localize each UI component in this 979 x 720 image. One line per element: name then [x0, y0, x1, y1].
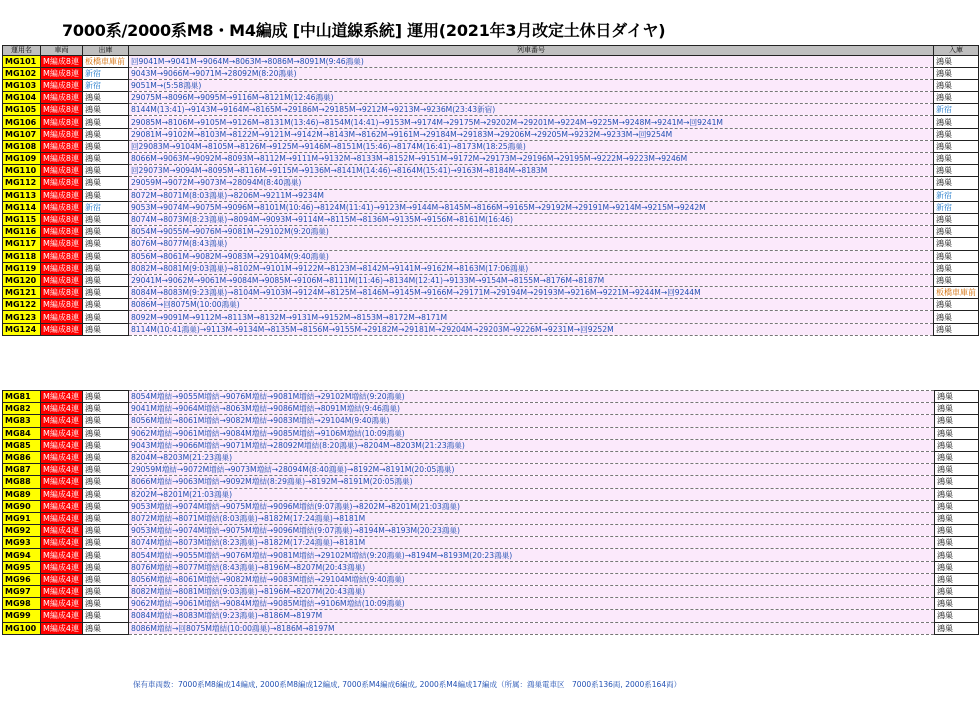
table-row	[3, 104, 979, 116]
depart-depot: 鴻巣	[83, 427, 129, 439]
depart-depot: 鴻巣	[82, 128, 128, 140]
fleet-note: 保有車両数：7000系M8編成14編成, 2000系M8編成12編成, 7000系M4編成6編成, 2000系M4編成17編成（所属：鴻巣電車区 7000系136両, 2000系164両）	[133, 680, 682, 689]
depart-depot: 鴻巣	[83, 391, 129, 403]
table-row	[3, 238, 979, 250]
table-row	[3, 287, 979, 299]
operation-name: MG105	[3, 104, 41, 116]
train-sequence: 8054M増結→9055M増結→9076M増結→9081M増結→29102M増結(9:20鴻巣)	[129, 391, 935, 403]
operation-name: MG122	[3, 299, 41, 311]
train-sequence: 9051M→(5:58鴻巣)	[128, 79, 933, 91]
depart-depot: 鴻巣	[82, 213, 128, 225]
arrive-depot: 鴻巣	[933, 177, 978, 189]
arrive-depot: 鴻巣	[933, 79, 978, 91]
operation-name: MG94	[3, 549, 41, 561]
car-formation: M編成8連	[40, 226, 82, 238]
train-sequence: 8084M→8083M(9:23鴻巣)→8104M→9103M→9124M→8125M→8146M→9145M→9166M→29171M→29194M→29193M→9216M→9221M→9244M→回9244M	[128, 287, 933, 299]
m8-operations-table	[2, 45, 979, 336]
table-row	[3, 323, 979, 335]
car-formation: M編成8連	[40, 189, 82, 201]
car-formation: M編成8連	[40, 79, 82, 91]
depart-depot: 鴻巣	[82, 189, 128, 201]
depart-depot: 鴻巣	[82, 140, 128, 152]
table-row	[3, 488, 979, 500]
arrive-depot: 鴻巣	[935, 512, 979, 524]
arrive-depot: 新宿	[933, 104, 978, 116]
train-sequence: 8114M(10:41鴻巣)→9113M→9134M→8135M→8156M→9155M→29182M→29181M→29204M→29203M→9226M→9231M→回9252M	[128, 323, 933, 335]
arrive-depot: 鴻巣	[933, 153, 978, 165]
train-sequence: 8072M→8071M(8:03鴻巣)→8206M→9211M→9234M	[128, 189, 933, 201]
car-formation: M編成4連	[41, 525, 83, 537]
table-row	[3, 476, 979, 488]
operation-name: MG116	[3, 226, 41, 238]
arrive-depot: 鴻巣	[935, 403, 979, 415]
train-sequence: 8066M→9063M→9092M→8093M→8112M→9111M→9132M→8133M→8152M→9151M→9172M→29173M→29196M→29195M→9222M→9223M→9246M	[128, 153, 933, 165]
depart-depot: 鴻巣	[83, 586, 129, 598]
train-sequence: 8056M→8061M→9082M→9083M→29104M(9:40鴻巣)	[128, 250, 933, 262]
car-formation: M編成4連	[41, 512, 83, 524]
car-formation: M編成8連	[40, 140, 82, 152]
train-sequence: 8074M増結→8073M増結(8:23鴻巣)→8182M(17:24鴻巣)→8181M	[129, 537, 935, 549]
operation-name: MG95	[3, 561, 41, 573]
depart-depot: 鴻巣	[83, 622, 129, 634]
train-sequence: 8086M増結→回8075M増結(10:00鴻巣)→8186M→8197M	[129, 622, 935, 634]
header-seq: 列車番号	[128, 46, 933, 56]
train-sequence: 9053M増結→9074M増結→9075M増結→9096M増結(9:07鴻巣)→8202M→8201M(21:03鴻巣)	[129, 500, 935, 512]
header-out: 出庫	[82, 46, 128, 56]
train-sequence: 8072M増結→8071M増結(8:03鴻巣)→8182M(17:24鴻巣)→8181M	[129, 512, 935, 524]
table-row	[3, 67, 979, 79]
depart-depot: 鴻巣	[82, 92, 128, 104]
car-formation: M編成4連	[41, 598, 83, 610]
arrive-depot: 鴻巣	[935, 573, 979, 585]
car-formation: M編成8連	[40, 311, 82, 323]
car-formation: M編成4連	[41, 537, 83, 549]
operation-name: MG99	[3, 610, 41, 622]
table-row	[3, 464, 979, 476]
arrive-depot: 鴻巣	[935, 549, 979, 561]
table-row	[3, 250, 979, 262]
operation-name: MG124	[3, 323, 41, 335]
table-row	[3, 153, 979, 165]
operation-name: MG86	[3, 451, 41, 463]
header-in: 入庫	[933, 46, 978, 56]
operation-name: MG92	[3, 525, 41, 537]
arrive-depot: 鴻巣	[935, 488, 979, 500]
operation-name: MG97	[3, 586, 41, 598]
train-sequence: 8144M(13:41)→9143M→9164M→8165M→29186M→29185M→9212M→9213M→9236M(23:43新宿)	[128, 104, 933, 116]
arrive-depot: 鴻巣	[935, 415, 979, 427]
table-row	[3, 573, 979, 585]
car-formation: M編成4連	[41, 549, 83, 561]
depart-depot: 鴻巣	[82, 116, 128, 128]
depart-depot: 板橋車庫前	[82, 55, 128, 67]
depart-depot: 鴻巣	[83, 403, 129, 415]
depart-depot: 鴻巣	[83, 561, 129, 573]
table-row	[3, 415, 979, 427]
depart-depot: 新宿	[82, 67, 128, 79]
table-row	[3, 55, 979, 67]
table-row	[3, 189, 979, 201]
train-sequence: 8074M→8073M(8:23鴻巣)→8094M→9093M→9114M→8115M→8136M→9135M→9156M→8161M(16:46)	[128, 213, 933, 225]
table-row	[3, 177, 979, 189]
car-formation: M編成8連	[40, 67, 82, 79]
table-header-row	[3, 46, 979, 56]
train-sequence: 9053M→9074M→9075M→9096M→8101M(10:46)→8124M(11:41)→9123M→9144M→8145M→8166M→9165M→29192M→29191M→9214M→9215M→9242M	[128, 201, 933, 213]
car-formation: M編成8連	[40, 177, 82, 189]
depart-depot: 鴻巣	[83, 451, 129, 463]
arrive-depot: 新宿	[933, 201, 978, 213]
arrive-depot: 鴻巣	[935, 525, 979, 537]
depart-depot: 鴻巣	[83, 464, 129, 476]
car-formation: M編成4連	[41, 464, 83, 476]
operation-name: MG103	[3, 79, 41, 91]
arrive-depot: 鴻巣	[933, 274, 978, 286]
table-row	[3, 561, 979, 573]
table-row	[3, 201, 979, 213]
car-formation: M編成4連	[41, 586, 83, 598]
operation-name: MG87	[3, 464, 41, 476]
arrive-depot: 鴻巣	[933, 128, 978, 140]
arrive-depot: 鴻巣	[933, 262, 978, 274]
table-row	[3, 116, 979, 128]
depart-depot: 鴻巣	[83, 549, 129, 561]
operation-name: MG112	[3, 177, 41, 189]
car-formation: M編成8連	[40, 238, 82, 250]
car-formation: M編成8連	[40, 323, 82, 335]
train-sequence: 9053M増結→9074M増結→9075M増結→9096M増結(9:07鴻巣)→8194M→8193M(20:23鴻巣)	[129, 525, 935, 537]
train-sequence: 8076M→8077M(8:43鴻巣)	[128, 238, 933, 250]
car-formation: M編成4連	[41, 439, 83, 451]
operation-name: MG90	[3, 500, 41, 512]
table-row	[3, 274, 979, 286]
depart-depot: 鴻巣	[83, 512, 129, 524]
train-sequence: 29059M→9072M→9073M→28094M(8:40鴻巣)	[128, 177, 933, 189]
table-row	[3, 610, 979, 622]
table-row	[3, 299, 979, 311]
train-sequence: 8084M増結→8083M増結(9:23鴻巣)→8186M→8197M	[129, 610, 935, 622]
depart-depot: 鴻巣	[82, 226, 128, 238]
car-formation: M編成8連	[40, 299, 82, 311]
arrive-depot: 鴻巣	[935, 537, 979, 549]
operation-name: MG89	[3, 488, 41, 500]
operation-name: MG119	[3, 262, 41, 274]
table-row	[3, 92, 979, 104]
operation-name: MG107	[3, 128, 41, 140]
table-row	[3, 213, 979, 225]
train-sequence: 回29083M→9104M→8105M→8126M→9125M→9146M→8151M(15:46)→8174M(16:41)→8173M(18:25鴻巣)	[128, 140, 933, 152]
table-row	[3, 512, 979, 524]
depart-depot: 鴻巣	[83, 439, 129, 451]
arrive-depot: 鴻巣	[935, 622, 979, 634]
train-sequence: 8086M→回8075M(10:00鴻巣)	[128, 299, 933, 311]
arrive-depot: 鴻巣	[933, 299, 978, 311]
table-row	[3, 598, 979, 610]
train-sequence: 8202M→8201M(21:03鴻巣)	[129, 488, 935, 500]
car-formation: M編成8連	[40, 128, 82, 140]
car-formation: M編成8連	[40, 116, 82, 128]
operation-name: MG118	[3, 250, 41, 262]
arrive-depot: 鴻巣	[935, 561, 979, 573]
train-sequence: 8092M→9091M→9112M→8113M→8132M→9131M→9152M→8153M→8172M→8171M	[128, 311, 933, 323]
arrive-depot: 新宿	[933, 189, 978, 201]
depart-depot: 鴻巣	[83, 488, 129, 500]
operation-name: MG85	[3, 439, 41, 451]
arrive-depot: 鴻巣	[933, 323, 978, 335]
operation-name: MG117	[3, 238, 41, 250]
table-row	[3, 128, 979, 140]
depart-depot: 鴻巣	[82, 238, 128, 250]
table-row	[3, 525, 979, 537]
operation-name: MG101	[3, 55, 41, 67]
operation-name: MG123	[3, 311, 41, 323]
table-row	[3, 537, 979, 549]
table-row	[3, 140, 979, 152]
depart-depot: 鴻巣	[82, 274, 128, 286]
train-sequence: 回9041M→9041M→9064M→8063M→8086M→8091M(9:46鴻巣)	[128, 55, 933, 67]
table-row	[3, 427, 979, 439]
table-row	[3, 586, 979, 598]
arrive-depot: 鴻巣	[933, 226, 978, 238]
operation-name: MG82	[3, 403, 41, 415]
train-sequence: 29081M→9102M→8103M→8122M→9121M→9142M→8143M→8162M→9161M→29184M→29183M→29206M→29205M→9232M→9233M→回9254M	[128, 128, 933, 140]
car-formation: M編成8連	[40, 165, 82, 177]
arrive-depot: 鴻巣	[933, 92, 978, 104]
depart-depot: 新宿	[82, 201, 128, 213]
train-sequence: 9062M増結→9061M増結→9084M増結→9085M増結→9106M増結(10:09鴻巣)	[129, 427, 935, 439]
arrive-depot: 鴻巣	[935, 391, 979, 403]
arrive-depot: 板橋車庫前	[933, 287, 978, 299]
car-formation: M編成8連	[40, 92, 82, 104]
table-row	[3, 165, 979, 177]
header-car: 車両	[40, 46, 82, 56]
depart-depot: 鴻巣	[83, 500, 129, 512]
arrive-depot: 鴻巣	[935, 598, 979, 610]
depart-depot: 新宿	[82, 79, 128, 91]
depart-depot: 鴻巣	[83, 537, 129, 549]
car-formation: M編成8連	[40, 274, 82, 286]
arrive-depot: 鴻巣	[935, 451, 979, 463]
train-sequence: 8054M増結→9055M増結→9076M増結→9081M増結→29102M増結(9:20鴻巣)→8194M→8193M(20:23鴻巣)	[129, 549, 935, 561]
train-sequence: 9043M→9066M→9071M→28092M(8:20鴻巣)	[128, 67, 933, 79]
operation-name: MG108	[3, 140, 41, 152]
car-formation: M編成8連	[40, 201, 82, 213]
car-formation: M編成4連	[41, 451, 83, 463]
depart-depot: 鴻巣	[82, 323, 128, 335]
depart-depot: 鴻巣	[82, 153, 128, 165]
table-row	[3, 451, 979, 463]
arrive-depot: 鴻巣	[933, 116, 978, 128]
operation-name: MG100	[3, 622, 41, 634]
arrive-depot: 鴻巣	[933, 238, 978, 250]
depart-depot: 鴻巣	[82, 177, 128, 189]
arrive-depot: 鴻巣	[935, 427, 979, 439]
arrive-depot: 鴻巣	[935, 500, 979, 512]
car-formation: M編成4連	[41, 427, 83, 439]
operation-name: MG102	[3, 67, 41, 79]
car-formation: M編成8連	[40, 104, 82, 116]
car-formation: M編成4連	[41, 573, 83, 585]
depart-depot: 鴻巣	[82, 262, 128, 274]
depart-depot: 鴻巣	[83, 525, 129, 537]
depart-depot: 鴻巣	[82, 250, 128, 262]
table-row	[3, 262, 979, 274]
train-sequence: 29041M→9062M→9061M→9084M→9085M→9106M→8111M(11:46)→8134M(12:41)→9133M→9154M→8155M→8176M→8187M	[128, 274, 933, 286]
car-formation: M編成4連	[41, 561, 83, 573]
car-formation: M編成4連	[41, 391, 83, 403]
arrive-depot: 鴻巣	[935, 476, 979, 488]
train-sequence: 8056M増結→8061M増結→9082M増結→9083M増結→29104M増結(9:40鴻巣)	[129, 573, 935, 585]
arrive-depot: 鴻巣	[933, 213, 978, 225]
m4-operations-table	[2, 390, 979, 635]
car-formation: M編成8連	[40, 153, 82, 165]
depart-depot: 鴻巣	[83, 573, 129, 585]
table-row	[3, 500, 979, 512]
train-sequence: 29085M→8106M→9105M→9126M→8131M(13:46)→8154M(14:41)→9153M→9174M→29175M→29202M→29201M→9224M→9225M→9248M→9241M→回9241M	[128, 116, 933, 128]
operation-name: MG88	[3, 476, 41, 488]
operation-name: MG114	[3, 201, 41, 213]
depart-depot: 鴻巣	[82, 287, 128, 299]
arrive-depot: 鴻巣	[935, 464, 979, 476]
operation-name: MG84	[3, 427, 41, 439]
train-sequence: 回29073M→9094M→8095M→8116M→9115M→9136M→8141M(14:46)→8164M(15:41)→9163M→8184M→8183M	[128, 165, 933, 177]
train-sequence: 9041M増結→9064M増結→8063M増結→9086M増結→8091M増結(9:46鴻巣)	[129, 403, 935, 415]
car-formation: M編成8連	[40, 213, 82, 225]
car-formation: M編成8連	[40, 250, 82, 262]
operation-name: MG113	[3, 189, 41, 201]
operation-name: MG115	[3, 213, 41, 225]
train-sequence: 8204M→8203M(21:23鴻巣)	[129, 451, 935, 463]
operation-name: MG106	[3, 116, 41, 128]
train-sequence: 29075M→8096M→9095M→9116M→8121M(12:46鴻巣)	[128, 92, 933, 104]
car-formation: M編成4連	[41, 488, 83, 500]
operation-name: MG121	[3, 287, 41, 299]
depart-depot: 鴻巣	[83, 598, 129, 610]
arrive-depot: 鴻巣	[935, 439, 979, 451]
train-sequence: 8054M→9055M→9076M→9081M→29102M(9:20鴻巣)	[128, 226, 933, 238]
table-row	[3, 403, 979, 415]
arrive-depot: 鴻巣	[933, 250, 978, 262]
car-formation: M編成8連	[40, 55, 82, 67]
depart-depot: 鴻巣	[83, 610, 129, 622]
operation-name: MG91	[3, 512, 41, 524]
depart-depot: 鴻巣	[82, 104, 128, 116]
table-row	[3, 311, 979, 323]
train-sequence: 9043M増結→9066M増結→9071M増結→28092M増結(8:20鴻巣)→8204M→8203M(21:23鴻巣)	[129, 439, 935, 451]
depart-depot: 鴻巣	[83, 415, 129, 427]
table-row	[3, 622, 979, 634]
page-title: 7000系/2000系M8・M4編成 [中山道線系統] 運用(2021年3月改定土休日ダイヤ)	[62, 21, 666, 40]
operation-name: MG98	[3, 598, 41, 610]
arrive-depot: 鴻巣	[935, 586, 979, 598]
arrive-depot: 鴻巣	[933, 165, 978, 177]
train-sequence: 29059M増結→9072M増結→9073M増結→28094M(8:40鴻巣)→8192M→8191M(20:05鴻巣)	[129, 464, 935, 476]
train-sequence: 8082M増結→8081M増結(9:03鴻巣)→8196M→8207M(20:43鴻巣)	[129, 586, 935, 598]
car-formation: M編成4連	[41, 610, 83, 622]
depart-depot: 鴻巣	[83, 476, 129, 488]
depart-depot: 鴻巣	[82, 165, 128, 177]
train-sequence: 8076M増結→8077M増結(8:43鴻巣)→8196M→8207M(20:43鴻巣)	[129, 561, 935, 573]
operation-name: MG110	[3, 165, 41, 177]
arrive-depot: 鴻巣	[933, 55, 978, 67]
operation-name: MG104	[3, 92, 41, 104]
car-formation: M編成4連	[41, 622, 83, 634]
train-sequence: 8056M増結→8061M増結→9082M増結→9083M増結→29104M(9:40鴻巣)	[129, 415, 935, 427]
train-sequence: 8082M→8081M(9:03鴻巣)→8102M→9101M→9122M→8123M→8142M→9141M→9162M→8163M(17:06鴻巣)	[128, 262, 933, 274]
table-row	[3, 439, 979, 451]
operation-name: MG120	[3, 274, 41, 286]
arrive-depot: 鴻巣	[933, 140, 978, 152]
operation-name: MG81	[3, 391, 41, 403]
operation-name: MG93	[3, 537, 41, 549]
table-row	[3, 391, 979, 403]
table-row	[3, 549, 979, 561]
arrive-depot: 鴻巣	[935, 610, 979, 622]
car-formation: M編成4連	[41, 415, 83, 427]
table-row	[3, 79, 979, 91]
car-formation: M編成4連	[41, 476, 83, 488]
arrive-depot: 鴻巣	[933, 67, 978, 79]
train-sequence: 8066M増結→9063M増結→9092M増結(8:29鴻巣)→8192M→8191M(20:05鴻巣)	[129, 476, 935, 488]
train-sequence: 9062M増結→9061M増結→9084M増結→9085M増結→9106M増結(10:09鴻巣)	[129, 598, 935, 610]
table-row	[3, 226, 979, 238]
operation-name: MG109	[3, 153, 41, 165]
operation-name: MG83	[3, 415, 41, 427]
arrive-depot: 鴻巣	[933, 311, 978, 323]
car-formation: M編成4連	[41, 403, 83, 415]
depart-depot: 鴻巣	[82, 299, 128, 311]
header-num: 運用名	[3, 46, 41, 56]
operation-name: MG96	[3, 573, 41, 585]
car-formation: M編成8連	[40, 262, 82, 274]
depart-depot: 鴻巣	[82, 311, 128, 323]
car-formation: M編成4連	[41, 500, 83, 512]
car-formation: M編成8連	[40, 287, 82, 299]
